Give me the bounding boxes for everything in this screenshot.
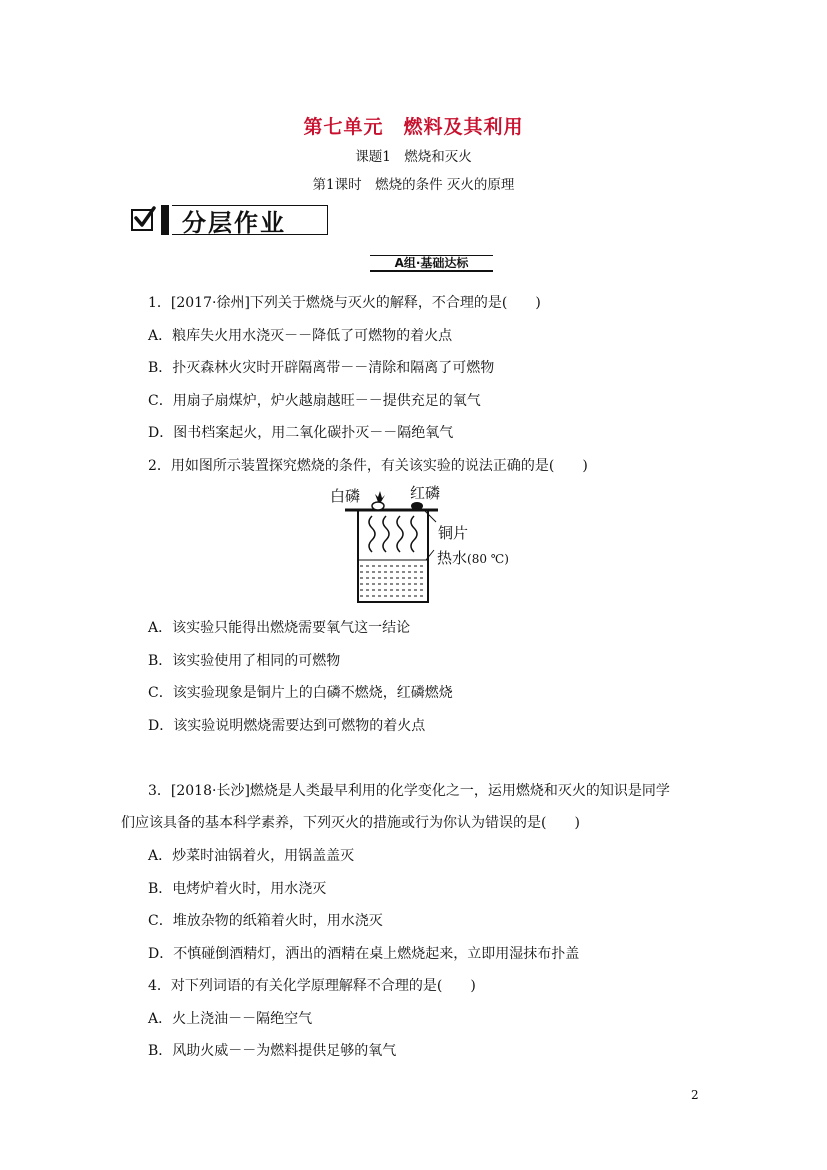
question-4-option-b: B．风助火威－－为燃料提供足够的氧气 [148, 1043, 397, 1059]
question-3-option-d: D．不慎碰倒酒精灯，洒出的酒精在桌上燃烧起来，立即用湿抹布扑盖 [148, 946, 580, 962]
hot-water-text: 热水 [437, 549, 468, 567]
question-2-option-d: D．该实验说明燃烧需要达到可燃物的着火点 [148, 718, 426, 734]
hot-water-label [437, 547, 509, 568]
question-3-stem-line2: 们应该具备的基本科学素养，下列灭火的措施或行为你认为错误的是( ) [121, 815, 580, 831]
question-2-option-b: B．该实验使用了相同的可燃物 [148, 653, 341, 669]
unit-name: 燃料及其利用 [403, 116, 524, 138]
question-1-option-a: A．粮库失火用水浇灭－－降低了可燃物的着火点 [148, 328, 453, 344]
banner-bar [161, 205, 169, 235]
question-2-option-a: A．该实验只能得出燃烧需要氧气这一结论 [148, 620, 411, 636]
lesson-title: 课题1 燃烧和灭火 [355, 149, 472, 165]
question-3-option-a: A．炒菜时油锅着火，用锅盖盖灭 [148, 848, 355, 864]
white-phosphorus-label: 白磷 [330, 487, 361, 505]
hot-water-temp: (80 ℃) [467, 552, 509, 566]
red-phosphorus-label: 红磷 [410, 484, 441, 502]
question-1-option-d: D．图书档案起火，用二氧化碳扑灭－－隔绝氧气 [148, 425, 454, 441]
group-label: A组·基础达标 [370, 255, 493, 272]
question-1-option-c: C．用扇子扇煤炉，炉火越扇越旺－－提供充足的氧气 [148, 393, 481, 409]
banner-label: 分层作业 [172, 205, 328, 235]
question-2-option-c: C．该实验现象是铜片上的白磷不燃烧，红磷燃烧 [148, 685, 453, 701]
question-1-stem: 1．[2017·徐州]下列关于燃烧与灭火的解释，不合理的是( ) [148, 295, 541, 311]
period-title: 第1课时 燃烧的条件 灭火的原理 [312, 177, 515, 193]
question-3-option-c: C．堆放杂物的纸箱着火时，用水浇灭 [148, 913, 383, 929]
question-4-stem: 4．对下列词语的有关化学原理解释不合理的是( ) [148, 978, 476, 994]
unit-number: 第七单元 [303, 116, 384, 138]
unit-title [0, 112, 827, 139]
question-4-option-a: A．火上浇油－－隔绝空气 [148, 1011, 313, 1027]
question-2-stem: 2．用如图所示装置探究燃烧的条件，有关该实验的说法正确的是( ) [148, 458, 588, 474]
question-3-option-b: B．电烤炉着火时，用水浇灭 [148, 881, 327, 897]
section-banner [131, 204, 328, 236]
page-number: 2 [691, 1088, 699, 1102]
question-1-option-b: B．扑灭森林火灾时开辟隔离带－－清除和隔离了可燃物 [148, 360, 495, 376]
question-3-stem-line1: 3．[2018·长沙]燃烧是人类最早利用的化学变化之一，运用燃烧和灭火的知识是同学 [148, 783, 670, 799]
checkbox-icon [131, 209, 153, 231]
copper-sheet-label: 铜片 [438, 524, 469, 542]
